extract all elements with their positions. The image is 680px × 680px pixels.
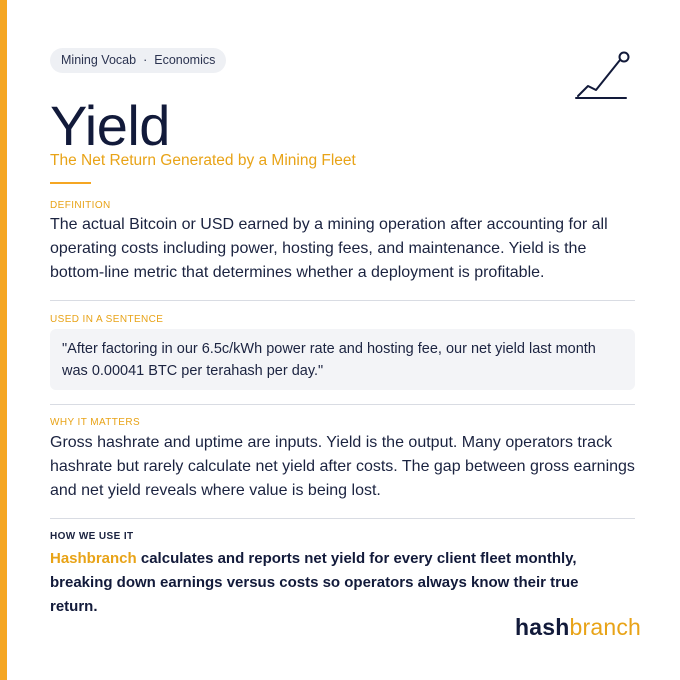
topic-label: Economics	[154, 53, 216, 67]
why-label: WHY IT MATTERS	[50, 417, 141, 428]
brand-name: Hashbranch	[50, 550, 137, 567]
sentence-label: USED IN A SENTENCE	[50, 314, 164, 325]
category-label: Mining Vocab	[61, 53, 137, 67]
divider	[50, 518, 635, 519]
howwe-text-block	[50, 547, 630, 619]
definition-label: DEFINITION	[50, 200, 111, 211]
definition-text: The actual Bitcoin or USD earned by a mining operation after accounting for all operating costs including power, hosting fees, and maintenance. Yield is the bottom-line metric that determines whether a deployment is profitable.	[50, 216, 608, 281]
page-subtitle: The Net Return Generated by a Mining Fleet	[50, 152, 356, 169]
chart-line	[578, 60, 620, 96]
why-text: Gross hashrate and uptime are inputs. Yield is the output. Many operators track hashrate but rarely calculate net yield after costs. The gap between gross earnings and net yield reveals where value is being lost.	[50, 434, 635, 499]
divider	[50, 404, 635, 405]
howwe-label: HOW WE USE IT	[50, 531, 134, 542]
page-title: Yield	[50, 94, 170, 157]
logo-hash: hash	[515, 614, 570, 640]
logo-branch: branch	[569, 614, 642, 640]
accent-bar	[0, 0, 7, 680]
tag-separator: ·	[143, 53, 148, 67]
chart-end-point	[620, 53, 629, 62]
divider	[50, 300, 635, 301]
hashbranch-logo	[515, 613, 641, 641]
title-underline	[50, 182, 91, 184]
category-tag	[50, 48, 226, 73]
example-quote: "After factoring in our 6.5c/kWh power rate and hosting fee, our net yield last month was 0.00041 BTC per terahash per day."	[50, 329, 635, 390]
howwe-text: calculates and reports net yield for every client fleet monthly, breaking down earnings versus costs so operators always know their true return.	[50, 550, 579, 615]
growth-chart-icon	[574, 50, 634, 102]
